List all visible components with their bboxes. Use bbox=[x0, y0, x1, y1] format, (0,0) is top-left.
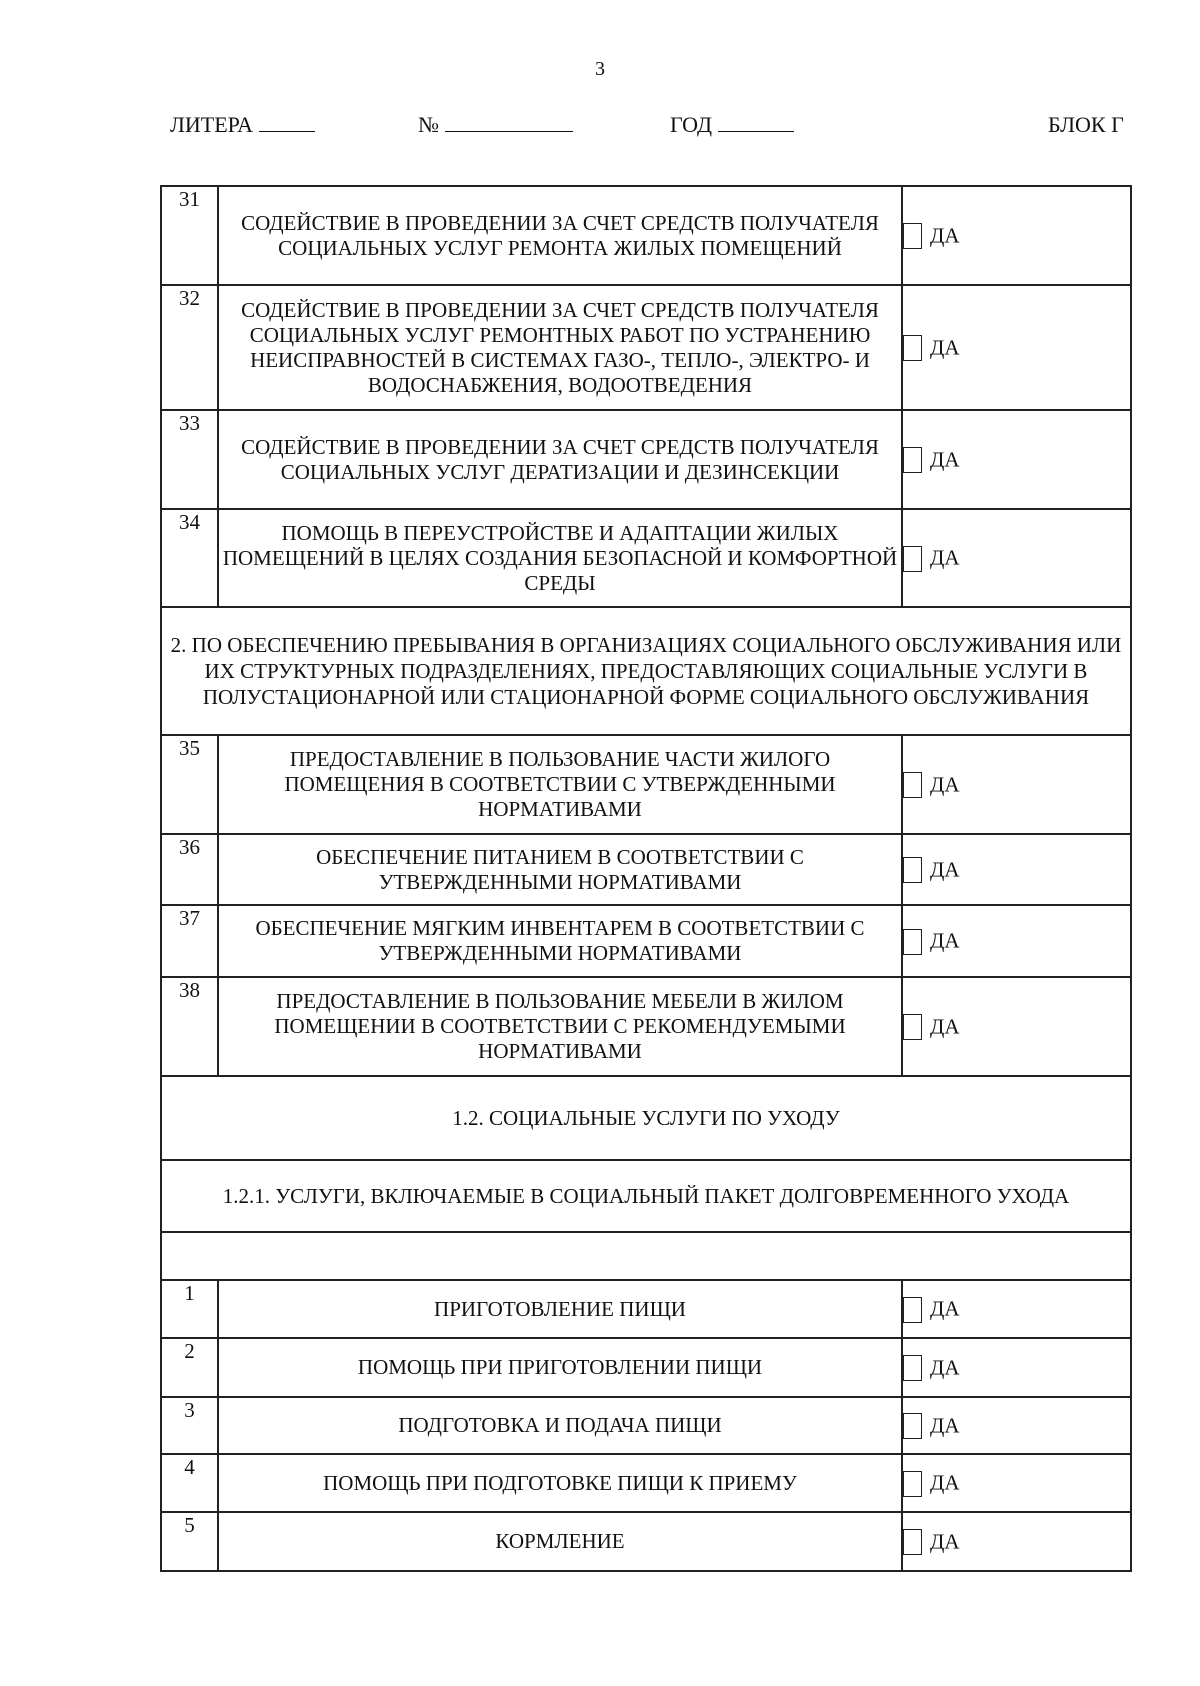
yes-label: ДА bbox=[930, 1471, 960, 1496]
yes-label: ДА bbox=[930, 1529, 960, 1554]
section-1-2-row bbox=[161, 1076, 1131, 1160]
litera-field[interactable] bbox=[170, 112, 315, 138]
service-row bbox=[161, 905, 1131, 977]
checkbox-square[interactable] bbox=[903, 1297, 922, 1323]
yes-label: ДА bbox=[930, 223, 960, 248]
service-name: ОБЕСПЕЧЕНИЕ ПИТАНИЕМ В СООТВЕТСТВИИ С УТВЕРЖДЕННЫМИ НОРМАТИВАМИ bbox=[218, 834, 902, 905]
service-name: ПОМОЩЬ В ПЕРЕУСТРОЙСТВЕ И АДАПТАЦИИ ЖИЛЫХ ПОМЕЩЕНИЙ В ЦЕЛЯХ СОЗДАНИЯ БЕЗОПАСНОЙ И КОМФОРТНОЙ СРЕДЫ bbox=[218, 509, 902, 607]
service-name: ПРИГОТОВЛЕНИЕ ПИЩИ bbox=[218, 1280, 902, 1338]
year-label: ГОД bbox=[670, 112, 712, 137]
yes-label: ДА bbox=[930, 335, 960, 360]
yes-checkbox[interactable] bbox=[902, 1397, 1131, 1454]
service-name: СОДЕЙСТВИЕ В ПРОВЕДЕНИИ ЗА СЧЕТ СРЕДСТВ ПОЛУЧАТЕЛЯ СОЦИАЛЬНЫХ УСЛУГ РЕМОНТА ЖИЛЫХ ПОМЕЩЕНИЙ bbox=[218, 186, 902, 285]
service-number: 38 bbox=[161, 977, 218, 1076]
service-number: 3 bbox=[161, 1397, 218, 1454]
service-name: СОДЕЙСТВИЕ В ПРОВЕДЕНИИ ЗА СЧЕТ СРЕДСТВ ПОЛУЧАТЕЛЯ СОЦИАЛЬНЫХ УСЛУГ ДЕРАТИЗАЦИИ И ДЕЗИНСЕКЦИИ bbox=[218, 410, 902, 509]
service-number: 37 bbox=[161, 905, 218, 977]
yes-checkbox[interactable] bbox=[902, 1454, 1131, 1512]
yes-label: ДА bbox=[930, 1413, 960, 1438]
yes-checkbox[interactable] bbox=[902, 905, 1131, 977]
service-row bbox=[161, 1280, 1131, 1338]
service-row bbox=[161, 509, 1131, 607]
service-name: ПОДГОТОВКА И ПОДАЧА ПИЩИ bbox=[218, 1397, 902, 1454]
empty-cell bbox=[161, 1232, 1131, 1280]
checkbox-square[interactable] bbox=[903, 1355, 922, 1381]
services-group-b bbox=[161, 735, 1131, 1076]
service-name: ПОМОЩЬ ПРИ ПОДГОТОВКЕ ПИЩИ К ПРИЕМУ bbox=[218, 1454, 902, 1512]
service-row bbox=[161, 735, 1131, 834]
service-number: 34 bbox=[161, 509, 218, 607]
service-row bbox=[161, 186, 1131, 285]
service-name: ПРЕДОСТАВЛЕНИЕ В ПОЛЬЗОВАНИЕ МЕБЕЛИ В ЖИЛОМ ПОМЕЩЕНИИ В СООТВЕТСТВИИ С РЕКОМЕНДУЕМЫМИ НОРМАТИВАМИ bbox=[218, 977, 902, 1076]
service-number: 2 bbox=[161, 1338, 218, 1397]
checkbox-square[interactable] bbox=[903, 1413, 922, 1439]
yes-label: ДА bbox=[930, 772, 960, 797]
section-1-2-1-row bbox=[161, 1160, 1131, 1232]
service-number: 33 bbox=[161, 410, 218, 509]
yes-checkbox[interactable] bbox=[902, 1512, 1131, 1571]
checkbox-square[interactable] bbox=[903, 223, 922, 249]
service-name: СОДЕЙСТВИЕ В ПРОВЕДЕНИИ ЗА СЧЕТ СРЕДСТВ ПОЛУЧАТЕЛЯ СОЦИАЛЬНЫХ УСЛУГ РЕМОНТНЫХ РАБОТ ПО УСТРАНЕНИЮ НЕИСПРАВНОСТЕЙ В СИСТЕМАХ ГАЗО-, ТЕПЛО-, ЭЛЕКТРО- И ВОДОСНАБЖЕНИЯ, ВОДООТВЕДЕНИЯ bbox=[218, 285, 902, 410]
service-row bbox=[161, 1454, 1131, 1512]
number-label: № bbox=[418, 112, 439, 137]
service-number: 31 bbox=[161, 186, 218, 285]
service-number: 1 bbox=[161, 1280, 218, 1338]
service-row bbox=[161, 977, 1131, 1076]
services-table bbox=[160, 185, 1132, 1572]
service-number: 36 bbox=[161, 834, 218, 905]
service-number: 5 bbox=[161, 1512, 218, 1571]
services-group-a bbox=[161, 186, 1131, 607]
yes-label: ДА bbox=[930, 447, 960, 472]
service-number: 32 bbox=[161, 285, 218, 410]
section-2-row bbox=[161, 607, 1131, 735]
yes-label: ДА bbox=[930, 857, 960, 882]
section-2-heading: 2. ПО ОБЕСПЕЧЕНИЮ ПРЕБЫВАНИЯ В ОРГАНИЗАЦИЯХ СОЦИАЛЬНОГО ОБСЛУЖИВАНИЯ ИЛИ ИХ СТРУКТУРНЫХ ПОДРАЗДЕЛЕНИЯХ, ПРЕДОСТАВЛЯЮЩИХ СОЦИАЛЬНЫЕ УСЛУГИ В ПОЛУСТАЦИОНАРНОЙ ИЛИ СТАЦИОНАРНОЙ ФОРМЕ СОЦИАЛЬНОГО ОБСЛУЖИВАНИЯ bbox=[161, 607, 1131, 735]
section-1-2-heading: 1.2. СОЦИАЛЬНЫЕ УСЛУГИ ПО УХОДУ bbox=[161, 1076, 1131, 1160]
yes-checkbox[interactable] bbox=[902, 186, 1131, 285]
yes-label: ДА bbox=[930, 929, 960, 954]
checkbox-square[interactable] bbox=[903, 857, 922, 883]
yes-checkbox[interactable] bbox=[902, 1338, 1131, 1397]
service-row bbox=[161, 1338, 1131, 1397]
yes-checkbox[interactable] bbox=[902, 735, 1131, 834]
yes-label: ДА bbox=[930, 1014, 960, 1039]
service-row bbox=[161, 285, 1131, 410]
yes-checkbox[interactable] bbox=[902, 834, 1131, 905]
yes-label: ДА bbox=[930, 546, 960, 571]
page-number: 3 bbox=[595, 58, 605, 80]
checkbox-square[interactable] bbox=[903, 772, 922, 798]
block-label: БЛОК Г bbox=[1048, 112, 1124, 137]
checkbox-square[interactable] bbox=[903, 546, 922, 572]
year-field[interactable] bbox=[670, 112, 794, 138]
checkbox-square[interactable] bbox=[903, 1471, 922, 1497]
services-group-c bbox=[161, 1280, 1131, 1571]
yes-checkbox[interactable] bbox=[902, 1280, 1131, 1338]
yes-label: ДА bbox=[930, 1297, 960, 1322]
service-name: КОРМЛЕНИЕ bbox=[218, 1512, 902, 1571]
empty-row bbox=[161, 1232, 1131, 1280]
service-number: 35 bbox=[161, 735, 218, 834]
checkbox-square[interactable] bbox=[903, 447, 922, 473]
checkbox-square[interactable] bbox=[903, 1014, 922, 1040]
checkbox-square[interactable] bbox=[903, 335, 922, 361]
checkbox-square[interactable] bbox=[903, 1529, 922, 1555]
number-blank[interactable] bbox=[445, 113, 573, 132]
litera-label: ЛИТЕРА bbox=[170, 112, 253, 137]
number-field[interactable] bbox=[418, 112, 573, 138]
service-name: ПОМОЩЬ ПРИ ПРИГОТОВЛЕНИИ ПИЩИ bbox=[218, 1338, 902, 1397]
service-row bbox=[161, 834, 1131, 905]
section-2-group bbox=[161, 607, 1131, 735]
service-number: 4 bbox=[161, 1454, 218, 1512]
yes-checkbox[interactable] bbox=[902, 410, 1131, 509]
section-1-2-1-heading: 1.2.1. УСЛУГИ, ВКЛЮЧАЕМЫЕ В СОЦИАЛЬНЫЙ ПАКЕТ ДОЛГОВРЕМЕННОГО УХОДА bbox=[161, 1160, 1131, 1232]
checkbox-square[interactable] bbox=[903, 929, 922, 955]
care-section-group bbox=[161, 1076, 1131, 1280]
service-row bbox=[161, 1512, 1131, 1571]
service-name: ОБЕСПЕЧЕНИЕ МЯГКИМ ИНВЕНТАРЕМ В СООТВЕТСТВИИ С УТВЕРЖДЕННЫМИ НОРМАТИВАМИ bbox=[218, 905, 902, 977]
yes-checkbox[interactable] bbox=[902, 509, 1131, 607]
yes-label: ДА bbox=[930, 1355, 960, 1380]
service-row bbox=[161, 410, 1131, 509]
yes-checkbox[interactable] bbox=[902, 285, 1131, 410]
yes-checkbox[interactable] bbox=[902, 977, 1131, 1076]
year-blank[interactable] bbox=[718, 113, 794, 132]
litera-blank[interactable] bbox=[259, 113, 315, 132]
service-row bbox=[161, 1397, 1131, 1454]
service-name: ПРЕДОСТАВЛЕНИЕ В ПОЛЬЗОВАНИЕ ЧАСТИ ЖИЛОГО ПОМЕЩЕНИЯ В СООТВЕТСТВИИ С УТВЕРЖДЕННЫМИ НОРМАТИВАМИ bbox=[218, 735, 902, 834]
